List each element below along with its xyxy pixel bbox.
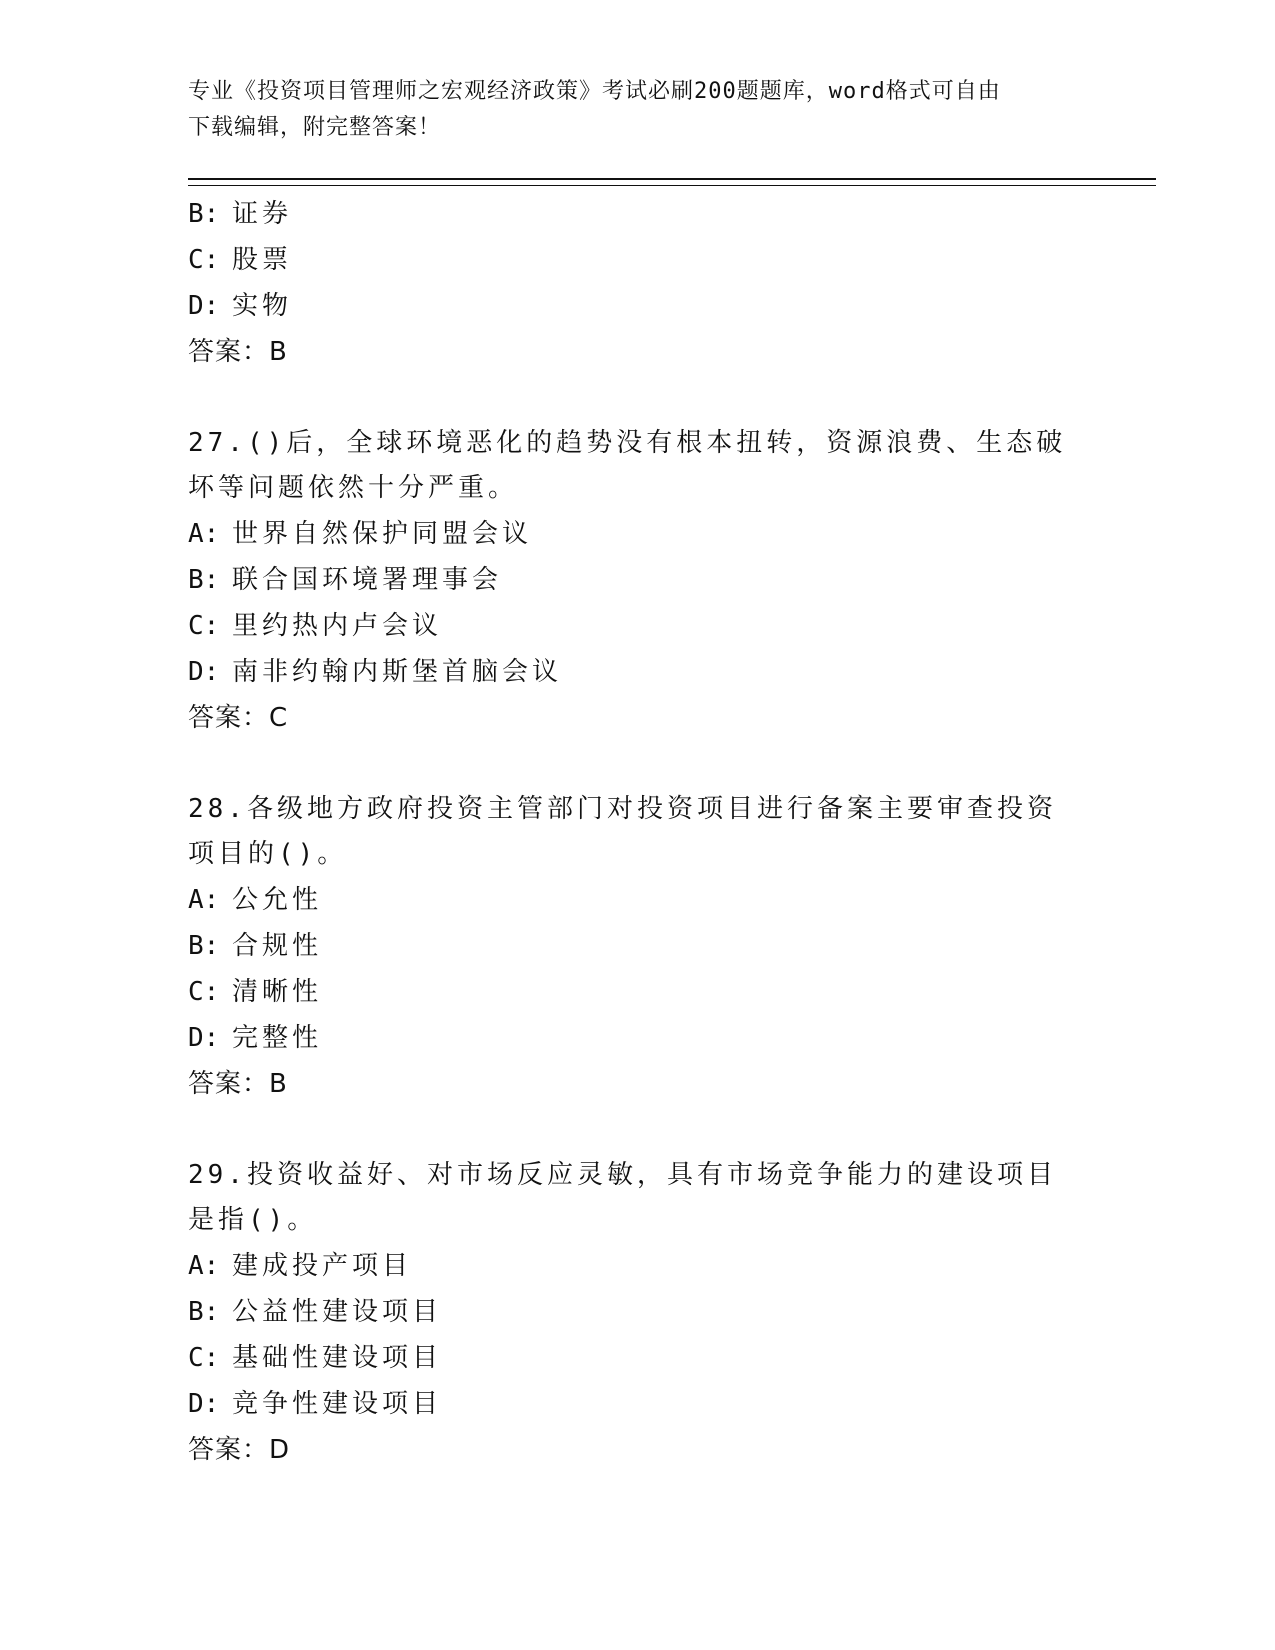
option-letter: D: xyxy=(188,1389,220,1419)
answer-line: 答案：B xyxy=(188,1069,288,1099)
option-letter: D: xyxy=(188,657,220,687)
question-list xyxy=(188,191,1068,1473)
option-letter: B: xyxy=(188,931,220,961)
option-text: 南非约翰内斯堡首脑会议 xyxy=(232,657,563,687)
option-letter: A: xyxy=(188,885,220,915)
option-c xyxy=(188,1335,1068,1381)
option-letter: B: xyxy=(188,565,220,595)
question-stem: 28.各级地方政府投资主管部门对投资项目进行备案主要审查投资项目的()。 xyxy=(188,794,1057,869)
header-divider xyxy=(188,178,1156,186)
option-text: 股票 xyxy=(232,245,293,275)
option-letter: B: xyxy=(188,199,220,229)
document-header xyxy=(188,74,1068,146)
option-letter: D: xyxy=(188,291,220,321)
option-c xyxy=(188,603,1068,649)
option-text: 清晰性 xyxy=(232,977,323,1007)
option-letter: D: xyxy=(188,1023,220,1053)
previous-question-options xyxy=(188,191,1068,375)
answer-line: 答案：B xyxy=(188,337,288,367)
option-c xyxy=(188,969,1068,1015)
question-29 xyxy=(188,1153,1068,1473)
option-letter: C: xyxy=(188,977,220,1007)
option-text: 建成投产项目 xyxy=(232,1251,413,1281)
question-stem: 27.()后，全球环境恶化的趋势没有根本扭转，资源浪费、生态破坏等问题依然十分严重。 xyxy=(188,428,1067,503)
option-a xyxy=(188,1243,1068,1289)
option-c xyxy=(188,237,1068,283)
option-d xyxy=(188,649,1068,695)
question-stem: 29.投资收益好、对市场反应灵敏，具有市场竞争能力的建设项目是指()。 xyxy=(188,1160,1057,1235)
question-28 xyxy=(188,787,1068,1107)
spacer xyxy=(188,375,1068,421)
option-text: 里约热内卢会议 xyxy=(232,611,443,641)
option-text: 公允性 xyxy=(232,885,323,915)
question-27 xyxy=(188,421,1068,741)
option-b xyxy=(188,923,1068,969)
option-text: 基础性建设项目 xyxy=(232,1343,443,1373)
option-letter: A: xyxy=(188,519,220,549)
answer-line: 答案：C xyxy=(188,703,289,733)
option-letter: C: xyxy=(188,245,220,275)
option-text: 联合国环境署理事会 xyxy=(232,565,503,595)
option-text: 公益性建设项目 xyxy=(232,1297,443,1327)
option-b xyxy=(188,1289,1068,1335)
option-d xyxy=(188,283,1068,329)
option-text: 完整性 xyxy=(232,1023,323,1053)
option-letter: A: xyxy=(188,1251,220,1281)
header-line-1: 专业《投资项目管理师之宏观经济政策》考试必刷200题题库，word格式可自由 xyxy=(188,79,1001,104)
option-a xyxy=(188,511,1068,557)
option-d xyxy=(188,1015,1068,1061)
option-d xyxy=(188,1381,1068,1427)
option-text: 实物 xyxy=(232,291,293,321)
option-letter: B: xyxy=(188,1297,220,1327)
spacer xyxy=(188,741,1068,787)
option-letter: C: xyxy=(188,1343,220,1373)
option-a xyxy=(188,877,1068,923)
option-text: 合规性 xyxy=(232,931,323,961)
answer-line: 答案：D xyxy=(188,1435,291,1465)
option-letter: C: xyxy=(188,611,220,641)
option-text: 竞争性建设项目 xyxy=(232,1389,443,1419)
option-text: 世界自然保护同盟会议 xyxy=(232,519,533,549)
option-b xyxy=(188,191,1068,237)
option-b xyxy=(188,557,1068,603)
header-line-2: 下载编辑，附完整答案！ xyxy=(188,115,442,140)
option-text: 证券 xyxy=(232,199,293,229)
spacer xyxy=(188,1107,1068,1153)
